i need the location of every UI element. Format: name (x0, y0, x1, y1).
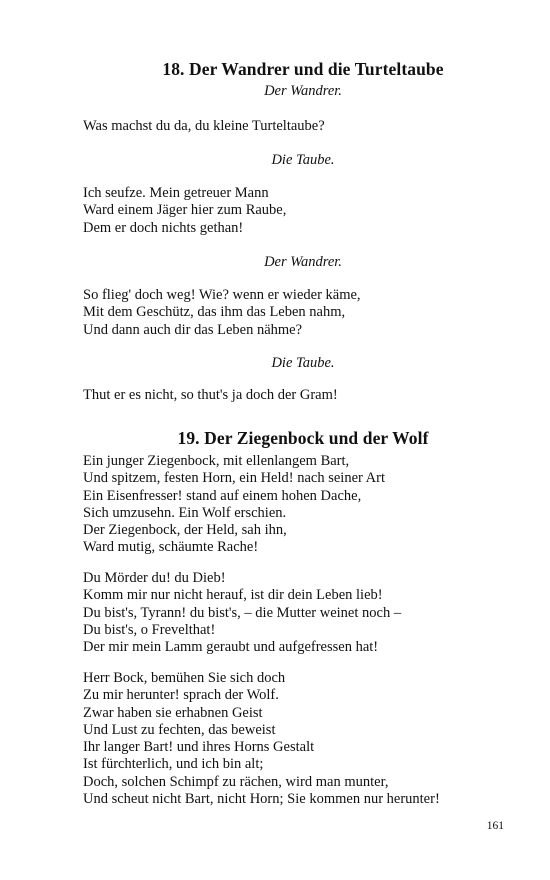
verse-stanza (83, 185, 523, 237)
verse-stanza (83, 287, 523, 339)
speaker-label: Der Wandrer. (264, 83, 342, 99)
verse-line: Ihr langer Bart! und ihres Horns Gestalt (83, 739, 315, 756)
verse-line: Komm mir nur nicht herauf, ist dir dein Leben lieb! (83, 587, 383, 604)
verse-stanza (83, 670, 523, 808)
verse-line: Thut er es nicht, so thut's ja doch der Gram! (83, 387, 338, 403)
verse-line: Sich umzusehn. Ein Wolf erschien. (83, 504, 287, 521)
verse-line: Was machst du da, du kleine Turteltaube? (83, 118, 325, 134)
verse-line: Du Mörder du! du Dieb! (83, 570, 226, 586)
verse-line: Und scheut nicht Bart, nicht Horn; Sie kommen nur herunter! (83, 791, 440, 808)
verse-line: Ein Eisenfresser! stand auf einem hohen Dache, (83, 487, 362, 504)
verse-line: Ein junger Ziegenbock, mit ellenlangem Bart, (83, 453, 350, 469)
verse-line: Dem er doch nichts gethan! (83, 219, 244, 236)
verse-stanza (83, 453, 523, 557)
speaker-label: Der Wandrer. (264, 254, 342, 270)
verse-line: Und spitzem, festen Horn, ein Held! nach seiner Art (83, 470, 385, 487)
verse-line: Du bist's, Tyrann! du bist's, – die Mutter weinet noch – (83, 604, 402, 621)
verse-line: Herr Bock, bemühen Sie sich doch (83, 670, 286, 686)
verse-line: Der Ziegenbock, der Held, sah ihn, (83, 522, 287, 539)
page-number: 161 (486, 820, 504, 832)
verse-stanza (83, 387, 523, 404)
verse-line: Du bist's, o Frevelthat! (83, 621, 216, 638)
speaker-label: Die Taube. (271, 152, 335, 168)
verse-stanza (83, 570, 523, 656)
verse-line: Zwar haben sie erhabnen Geist (83, 704, 263, 721)
verse-line: Ward einem Jäger hier zum Raube, (83, 202, 287, 219)
speaker-label: Die Taube. (271, 355, 335, 371)
poem-title-19: 19. Der Ziegenbock und der Wolf (177, 428, 429, 448)
verse-line: Doch, solchen Schimpf zu rächen, wird man munter, (83, 773, 389, 790)
verse-line: Zu mir herunter! sprach der Wolf. (83, 687, 279, 704)
poem-title-18: 18. Der Wandrer und die Turteltaube (162, 59, 444, 79)
verse-line: Ich seufze. Mein getreuer Mann (83, 185, 269, 201)
verse-line: Mit dem Geschütz, das ihm das Leben nahm, (83, 304, 346, 321)
verse-line: Und Lust zu fechten, das beweist (83, 721, 276, 738)
verse-line: Ist fürchterlich, und ich bin alt; (83, 756, 264, 773)
verse-line: Und dann auch dir das Leben nähme? (83, 321, 303, 338)
verse-stanza (83, 118, 523, 135)
verse-line: Der mir mein Lamm geraubt und aufgefressen hat! (83, 639, 379, 656)
verse-line: So flieg' doch weg! Wie? wenn er wieder käme, (83, 287, 361, 303)
verse-line: Ward mutig, schäumte Rache! (83, 539, 259, 556)
